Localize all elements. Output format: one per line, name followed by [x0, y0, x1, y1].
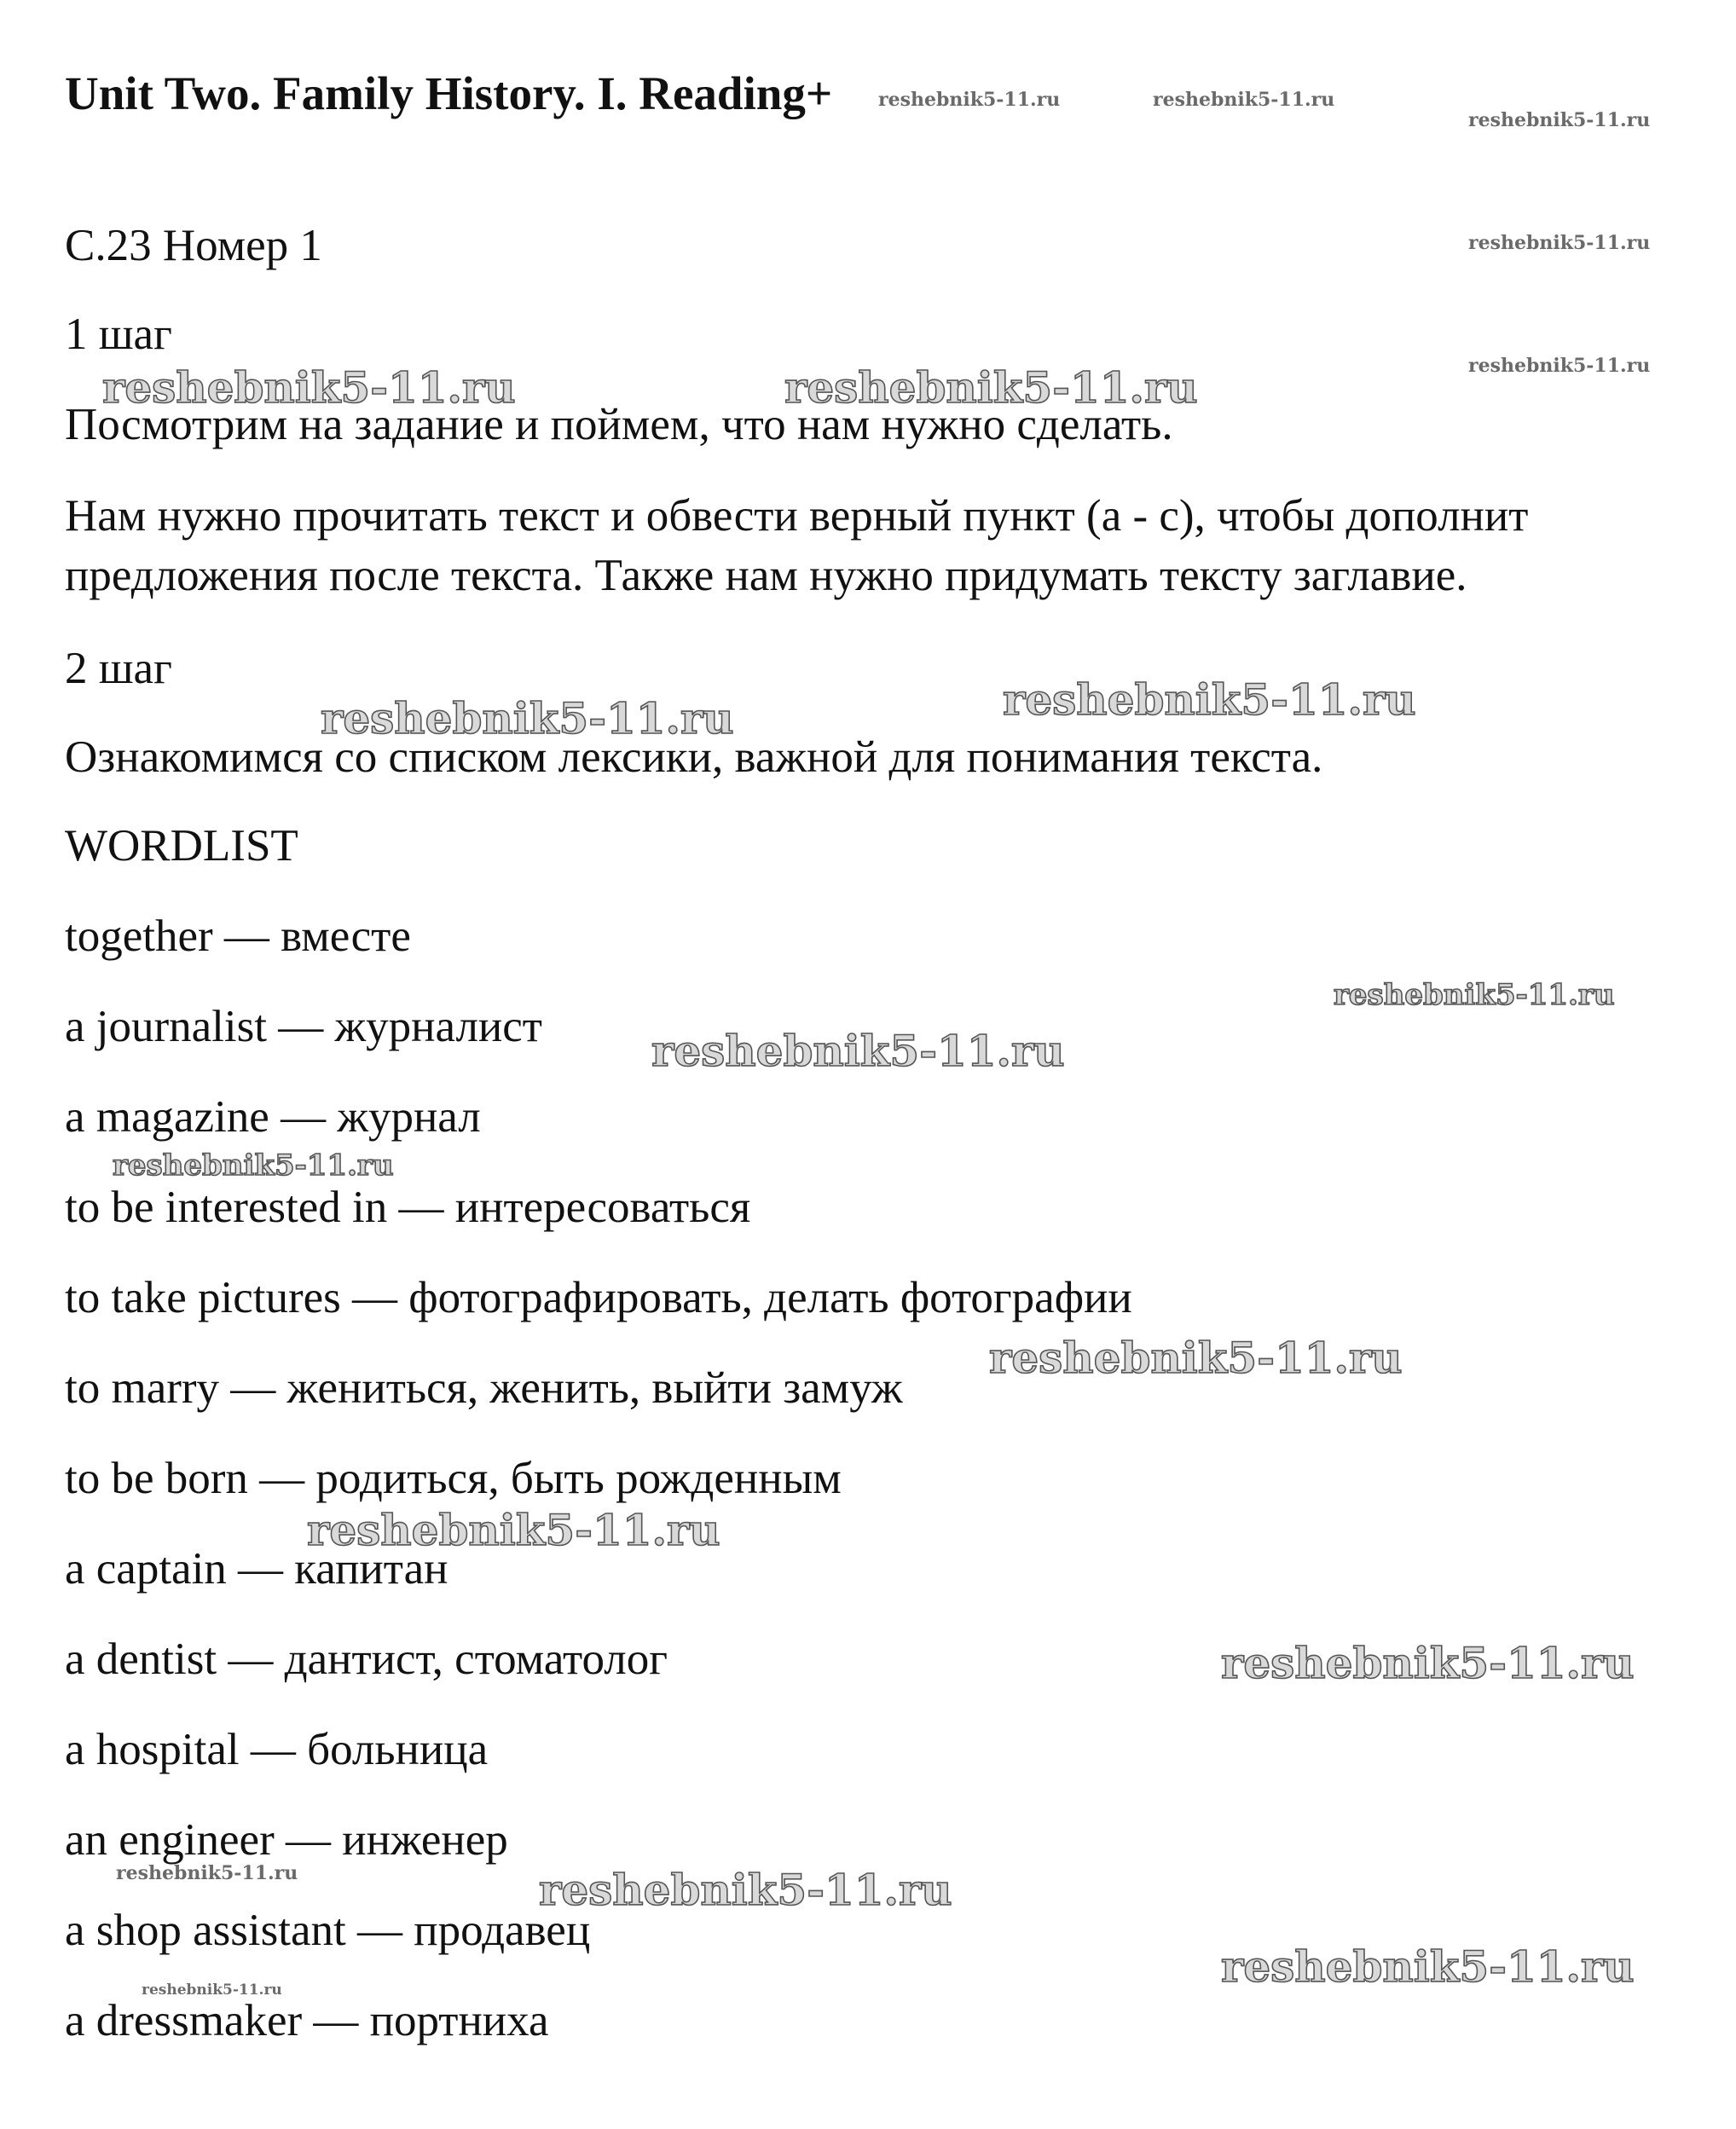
- watermark: reshebnik5-11.ru: [651, 1026, 1065, 1076]
- watermark: reshebnik5-11.ru: [1153, 89, 1335, 111]
- watermark: reshebnik5-11.ru: [116, 1862, 298, 1884]
- wordlist-item: together — вместе: [65, 911, 411, 961]
- step-2-text: Ознакомимся со списком лексики, важной для понимания текста.: [65, 732, 1323, 782]
- wordlist-item: to take pictures — фотографировать, делать фотографии: [65, 1273, 1132, 1322]
- wordlist-item: a dentist — дантист, стоматолог: [65, 1634, 668, 1684]
- step-2-label: 2 шаг: [65, 644, 172, 693]
- watermark: reshebnik5-11.ru: [1468, 232, 1651, 254]
- watermark: reshebnik5-11.ru: [1003, 674, 1416, 725]
- step-1-text: Посмотрим на задание и поймем, что нам нужно сделать.: [65, 400, 1173, 449]
- step-1-task-paragraph: Нам нужно прочитать текст и обвести верный пункт (а - с), чтобы дополнит предложения после текста. Также нам нужно придумать тексту заглавие.: [65, 491, 1529, 600]
- wordlist-item: a hospital — больница: [65, 1725, 489, 1774]
- page-title: Unit Two. Family History. I. Reading+: [65, 67, 833, 119]
- wordlist-item: a captain — капитан: [65, 1544, 448, 1594]
- watermark: reshebnik5-11.ru: [1468, 109, 1651, 131]
- wordlist-item: to be born — родиться, быть рожденным: [65, 1454, 842, 1503]
- wordlist-heading: WORDLIST: [65, 821, 298, 871]
- watermark: reshebnik5-11.ru: [321, 693, 734, 743]
- watermark: reshebnik5-11.ru: [307, 1505, 720, 1555]
- wordlist-item: to be interested in — интересоваться: [65, 1183, 751, 1232]
- watermark: reshebnik5-11.ru: [102, 362, 516, 413]
- watermark: reshebnik5-11.ru: [878, 89, 1061, 111]
- watermark: reshebnik5-11.ru: [784, 362, 1198, 413]
- watermark: reshebnik5-11.ru: [113, 1148, 394, 1183]
- watermark: reshebnik5-11.ru: [1334, 978, 1615, 1012]
- step-1-label: 1 шаг: [65, 310, 172, 359]
- wordlist-item: a shop assistant — продавец: [65, 1906, 591, 1955]
- wordlist-item: a dressmaker — портниха: [65, 1996, 549, 2045]
- wordlist-item: a magazine — журнал: [65, 1092, 481, 1142]
- wordlist-item: a journalist — журналист: [65, 1002, 542, 1051]
- wordlist-item: an engineer — инженер: [65, 1815, 508, 1865]
- watermark: reshebnik5-11.ru: [1221, 1638, 1635, 1688]
- wordlist-item: to marry — жениться, женить, выйти замуж: [65, 1363, 903, 1413]
- page-reference: С.23 Номер 1: [65, 221, 322, 270]
- watermark: reshebnik5-11.ru: [539, 1865, 952, 1915]
- watermark: reshebnik5-11.ru: [989, 1333, 1403, 1383]
- watermark: reshebnik5-11.ru: [1221, 1941, 1635, 1992]
- watermark: reshebnik5-11.ru: [1468, 355, 1651, 377]
- watermark: reshebnik5-11.ru: [142, 1981, 282, 1999]
